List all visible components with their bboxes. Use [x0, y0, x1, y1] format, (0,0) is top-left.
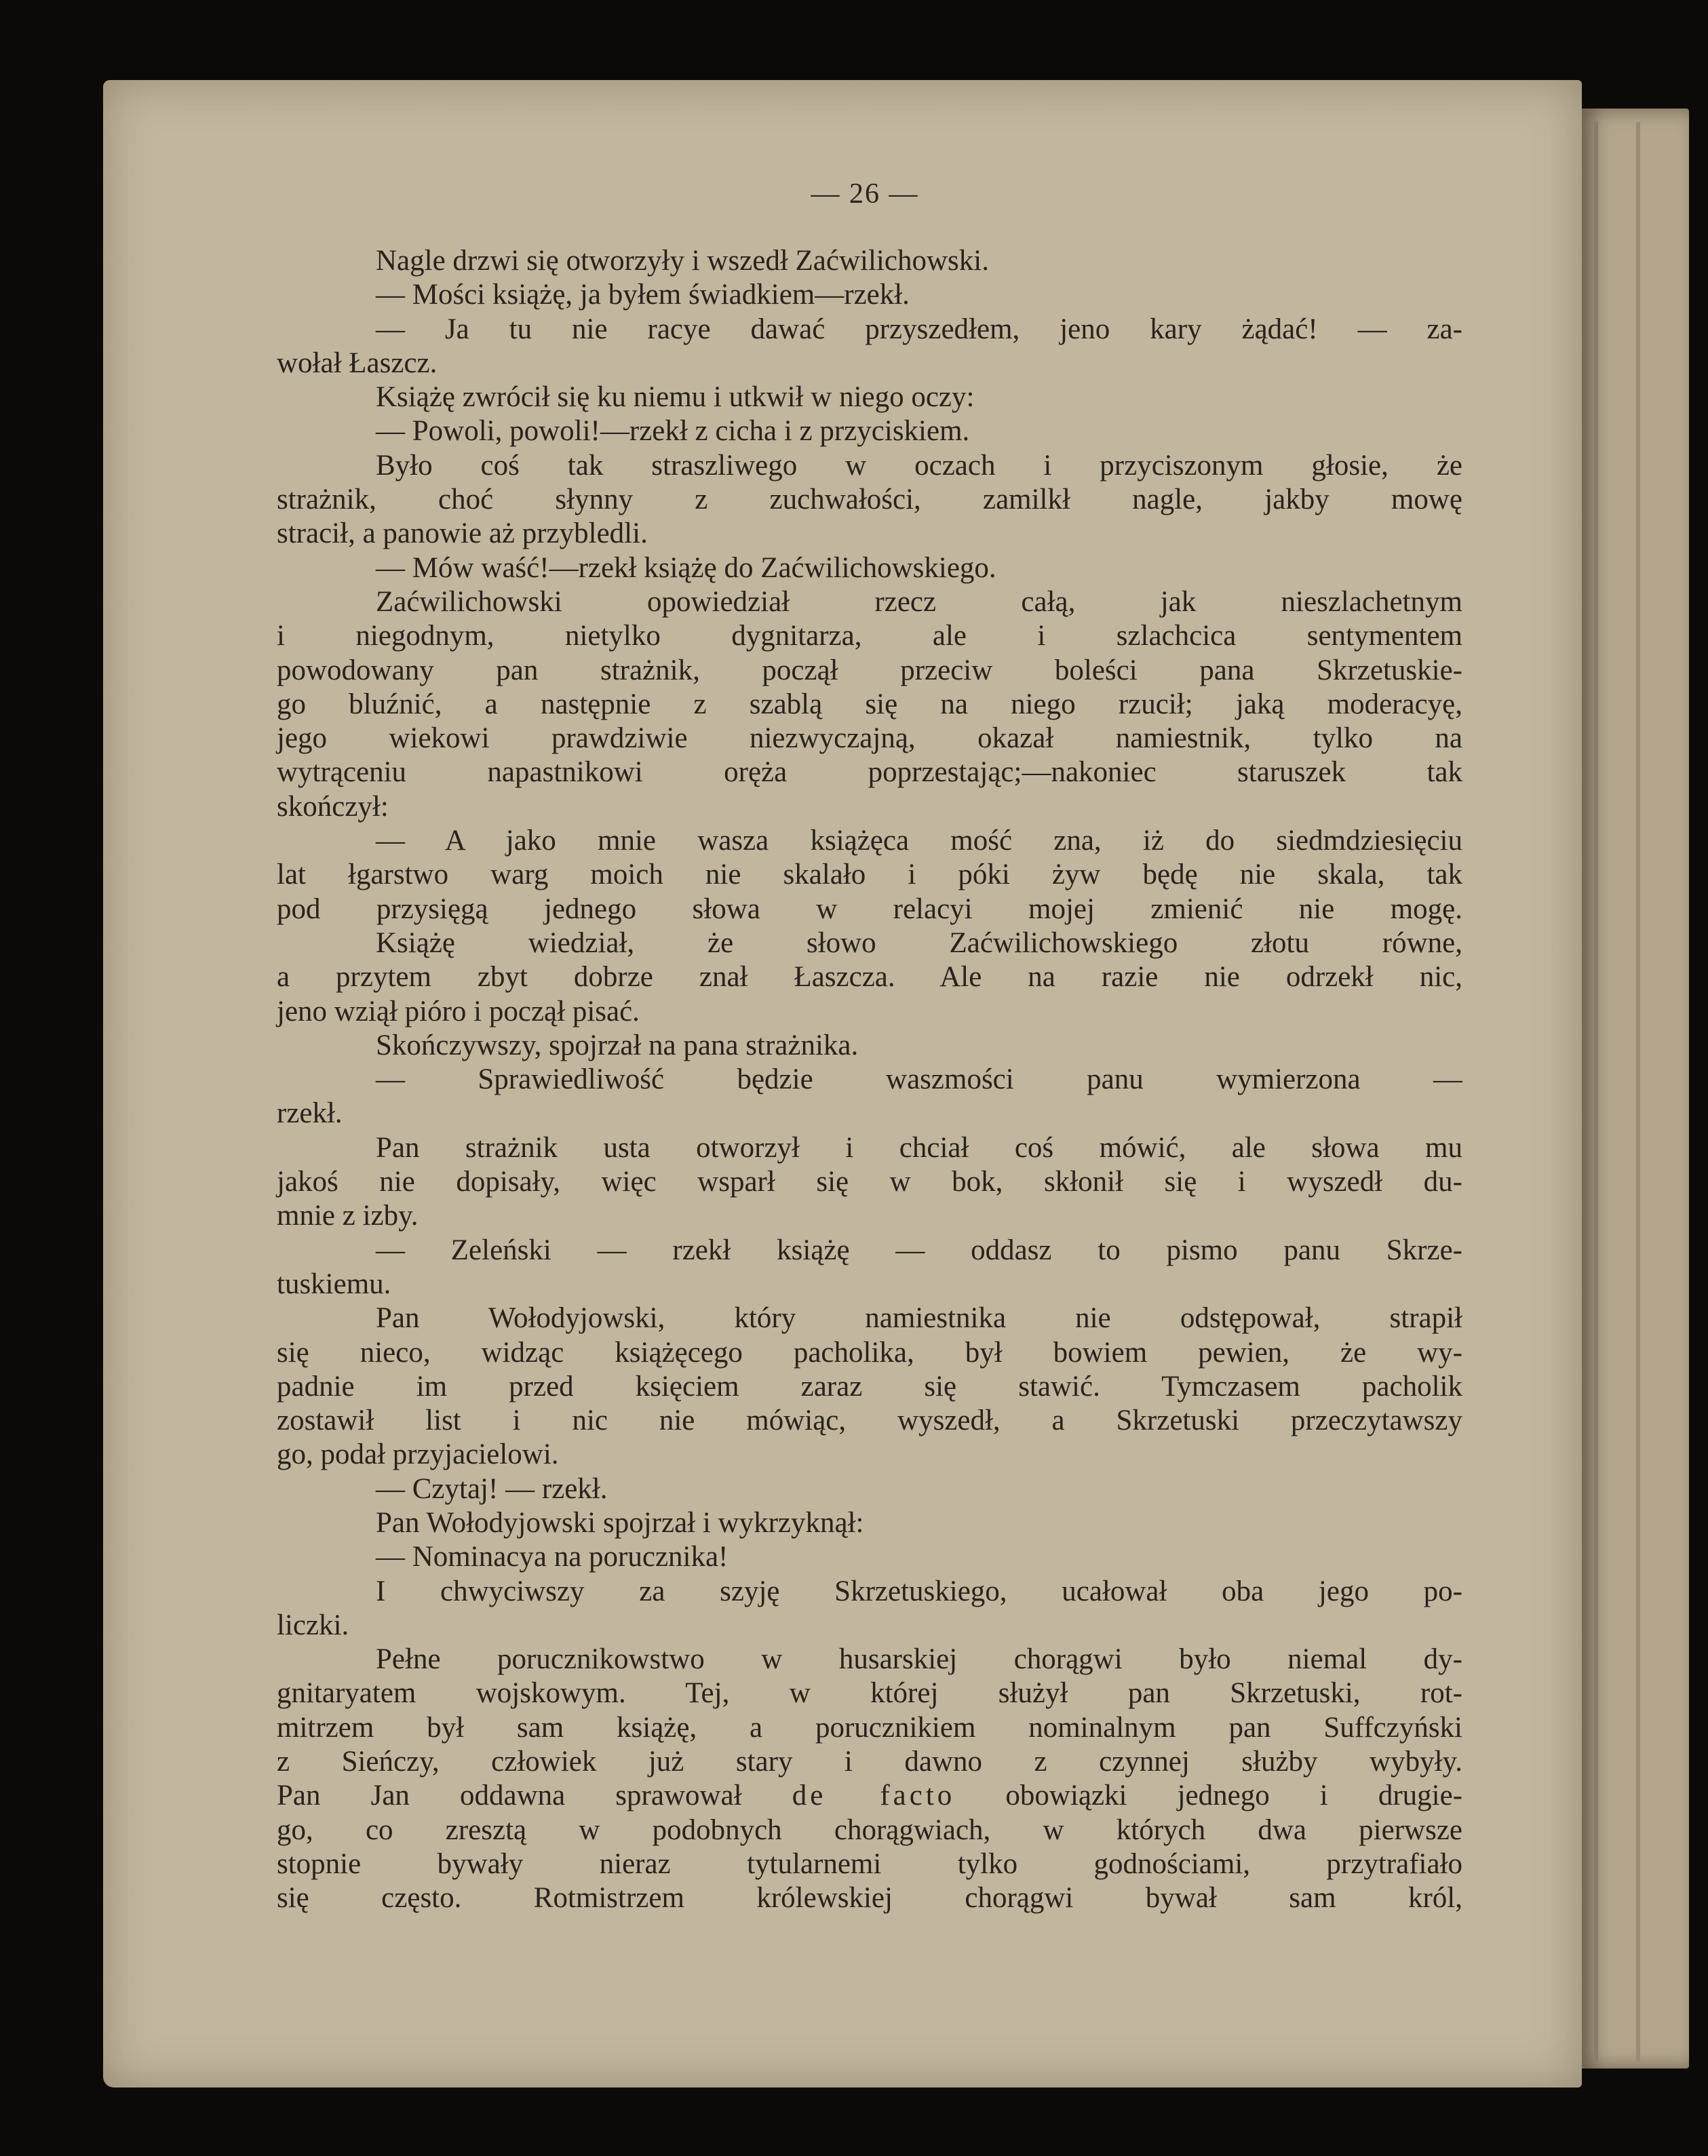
text-line: go, podał przyjacielowi. [277, 1438, 559, 1471]
text-line: stracił, a panowie aż przybledli. [277, 517, 648, 550]
text-line: i niegodnym, nietylko dygnitarza, ale i szlachcica sentymentem [277, 620, 1462, 652]
text-line: a przytem zbyt dobrze znał Łaszcza. Ale na razie nie odrzekł nic, [277, 961, 1462, 994]
text-line: z Sieńczy, człowiek już stary i dawno z czynnej służby wybyły. [277, 1746, 1462, 1778]
text-line: — Nominacya na porucznika! [376, 1541, 729, 1573]
page-edge-line [1594, 122, 1598, 2062]
text-line: Nagle drzwi się otworzyły i wszedł Zaćwilichowski. [376, 245, 989, 277]
text-line: pod przysięgą jednego słowa w relacyi mojej zmienić nie mogę. [277, 893, 1462, 925]
text-line: powodowany pan strażnik, począł przeciw boleści pana Skrzetuskie- [277, 654, 1462, 686]
text-line-part: Pan Jan oddawna sprawował [277, 1780, 742, 1812]
text-line: Zaćwilichowski opowiedział rzecz całą, jak nieszlachetnym [376, 585, 1462, 618]
text-line: Pan Wołodyjowski, który namiestnika nie odstępował, strapił [376, 1302, 1462, 1335]
text-line: stopnie bywały nieraz tytularnemi tylko godnościami, przytrafiało [277, 1847, 1462, 1880]
text-line: wytrąceniu napastnikowi oręża poprzestając;—nakoniec staruszek tak [277, 756, 1462, 789]
text-line: gnitaryatem wojskowym. Tej, w której służył pan Skrzetuski, rot- [277, 1677, 1462, 1710]
text-line: się nieco, widząc książęcego pacholika, był bowiem pewien, że wy- [277, 1336, 1462, 1369]
text-line: Pełne porucznikowstwo w husarskiej chorągwi było niemal dy- [376, 1643, 1462, 1676]
text-line: go, co zresztą w podobnych chorągwiach, w których dwa pierwsze [277, 1814, 1462, 1846]
spaced-emphasis: de facto [792, 1780, 956, 1812]
text-line: wołał Łaszcz. [277, 347, 438, 379]
text-line-part: obowiązki jednego i drugie- [1005, 1780, 1463, 1812]
text-line: — Sprawiedliwość będzie waszmości panu wymierzona — [376, 1063, 1462, 1096]
text-line: lat łgarstwo warg moich nie skalało i póki żyw będę nie skala, tak [277, 859, 1462, 891]
text-line: jakoś nie dopisały, więc wsparł się w bok, skłonił się i wyszedł du- [277, 1166, 1462, 1198]
text-line: Pan Wołodyjowski spojrzał i wykrzyknął: [376, 1506, 864, 1539]
text-line: rzekł. [277, 1097, 343, 1130]
text-line: mnie z izby. [277, 1200, 419, 1232]
text-line: jeno wziął pióro i począł pisać. [277, 995, 640, 1027]
text-line: Książę zwrócił się ku niemu i utkwił w niego oczy: [376, 381, 975, 414]
text-line: Było coś tak straszliwego w oczach i przyciszonym głosie, że [376, 449, 1462, 482]
text-line: — Ja tu nie racye dawać przyszedłem, jeno kary żądać! — za- [376, 313, 1462, 345]
page-edge-line [1636, 122, 1640, 2062]
text-line: padnie im przed księciem zaraz się stawić. Tymczasem pacholik [277, 1370, 1462, 1403]
text-line: — Czytaj! — rzekł. [376, 1472, 608, 1505]
text-line: jego wiekowi prawdziwie niezwyczajną, okazał namiestnik, tylko na [277, 722, 1462, 755]
text-line: mitrzem był sam książę, a porucznikiem nominalnym pan Suffczyński [277, 1711, 1462, 1744]
text-line: się często. Rotmistrzem królewskiej chorągwi bywał sam król, [277, 1882, 1462, 1915]
text-line: Książę wiedział, że słowo Zaćwilichowskiego złotu równe, [376, 926, 1462, 959]
text-line: skończył: [277, 790, 389, 823]
text-line: I chwyciwszy za szyję Skrzetuskiego, ucałował oba jego po- [376, 1575, 1462, 1607]
text-line: Skończywszy, spojrzał na pana strażnika. [376, 1029, 859, 1061]
text-line: — Powoli, powoli!—rzekł z cicha i z przyciskiem. [376, 415, 970, 448]
page-body [277, 244, 1462, 1916]
text-line: strażnik, choć słynny z zuchwałości, zamilkł nagle, jakby mowę [277, 484, 1462, 516]
text-line: — Mości książę, ja byłem świadkiem—rzekł. [376, 279, 910, 311]
text-line: — A jako mnie wasza książęca mość zna, iż do siedmdziesięciu [376, 825, 1462, 857]
text-line: liczki. [277, 1609, 349, 1641]
text-line-mixed [277, 1779, 1462, 1813]
text-line: — Zeleński — rzekł książę — oddasz to pismo panu Skrze- [376, 1234, 1462, 1266]
text-line: Pan strażnik usta otworzył i chciał coś mówić, ale słowa mu [376, 1131, 1462, 1164]
page-number: — 26 — [811, 178, 919, 210]
text-line: — Mów waść!—rzekł książę do Zaćwilichowskiego. [376, 551, 996, 584]
text-line: go bluźnić, a następnie z szablą się na niego rzucił; jaką moderacyę, [277, 688, 1462, 720]
text-line: zostawił list i nic nie mówiąc, wyszedł, a Skrzetuski przeczytawszy [277, 1405, 1462, 1437]
text-line: tuskiemu. [277, 1268, 391, 1300]
